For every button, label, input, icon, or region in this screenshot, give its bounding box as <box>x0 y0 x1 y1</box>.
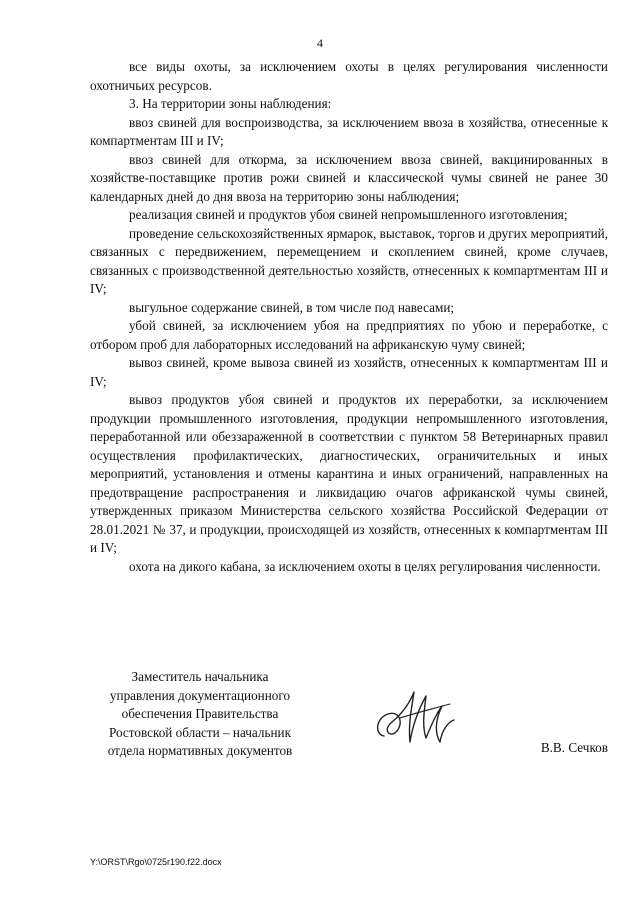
signature-block <box>90 668 610 768</box>
paragraph: все виды охоты, за исключением охоты в целях регулирования численности охотничьих ресурсов. <box>90 59 608 93</box>
section-heading: 3. На территории зоны наблюдения: <box>129 96 332 111</box>
paragraph: проведение сельскохозяйственных ярмарок, выставок, торгов и других мероприятий, связанных с передвижением, перемещением и скоплением свиней, кроме случаев, связанных с производственной деятельностью хозяйств, отнесенных к компартментам III и IV; <box>90 225 608 296</box>
signatory-title-line: отдела нормативных документов <box>107 743 293 758</box>
paragraph: убой свиней, за исключением убоя на предприятиях по убою и переработке, с отбором проб для лабораторных исследований на африканскую чуму свиней; <box>90 318 608 352</box>
paragraph: выгульное содержание свиней, в том числе под навесами; <box>129 299 455 315</box>
paragraph: реализация свиней и продуктов убоя свиней непромышленного изготовления; <box>129 207 568 222</box>
paragraph: вывоз продуктов убоя свиней и продуктов их переработки, за исключением продукции промышленного изготовления, продукции непромышленного изготовления, переработанной или обеззараженной в соответствии с пунктом 58 Ветеринарных правил осуществления профилактических, диагностических, ограничительных и иных мероприятий, установления и отмены карантина и иных ограничений, направленных на предотвращение распространения и ликвидацию очагов африканской чумы свиней, утвержденных приказом Министерства сельского хозяйства Российской Федерации от 28.01.2021 № 37, и продукции, происходящей из хозяйств, отнесенных к компартментам III и IV; <box>90 392 608 555</box>
paragraph: ввоз свиней для откорма, за исключением ввоза свиней, вакцинированных в хозяйстве-поставщике против рожи свиней и классической чумы свиней не ранее 30 календарных дней до дня ввоза на территорию зоны наблюдения; <box>90 151 608 204</box>
signatory-name: В.В. Сечков <box>540 740 608 755</box>
signatory-title-line: Ростовской области – начальник <box>108 724 292 740</box>
signatory-title <box>90 668 310 761</box>
paragraph: ввоз свиней для воспроизводства, за исключением ввоза в хозяйства, отнесенные к компартментам III и IV; <box>90 114 608 148</box>
signatory-title-line: управления документационного <box>109 687 291 703</box>
file-path-footer: Y:\ORST\Rgo\0725r190.f22.docx <box>90 857 222 867</box>
paragraph: охота на дикого кабана, за исключением охоты в целях регулирования численности. <box>129 558 601 574</box>
signatory-title-line: обеспечения Правительства <box>121 706 279 721</box>
signatory-title-line: Заместитель начальника <box>131 669 269 684</box>
paragraph: вывоз свиней, кроме вывоза свиней из хозяйств, отнесенных к компартментам III и IV; <box>90 355 608 389</box>
handwritten-signature <box>370 684 460 754</box>
page-number: 4 <box>317 36 323 50</box>
document-body <box>90 58 608 576</box>
